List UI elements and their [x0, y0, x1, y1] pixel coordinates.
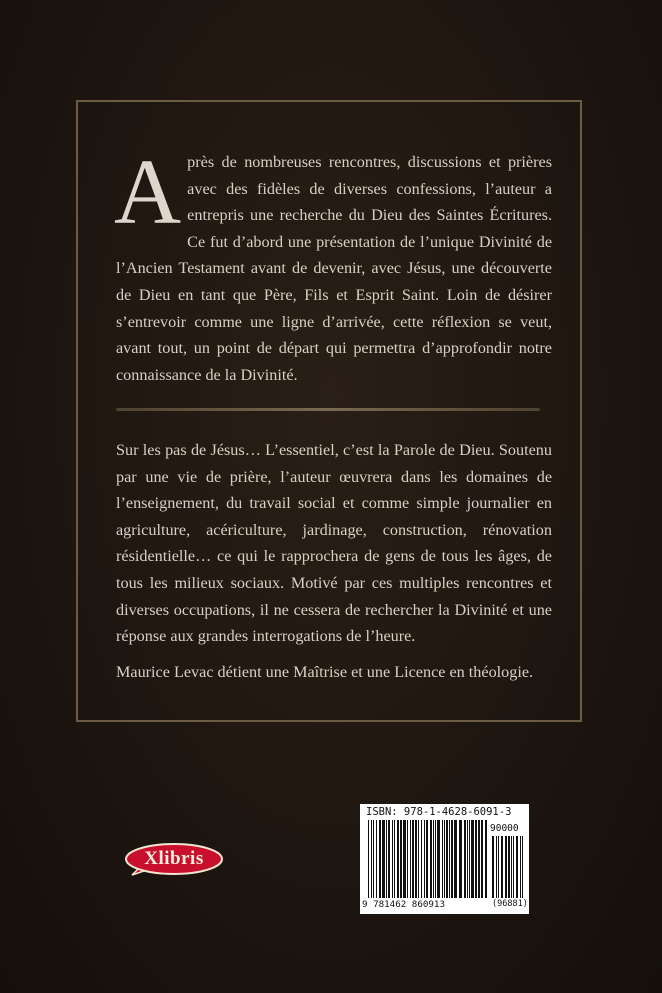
ornamental-divider — [116, 408, 540, 411]
intro-paragraph — [114, 141, 552, 388]
drop-cap-letter: A — [114, 141, 182, 244]
barcode-bars — [360, 804, 529, 914]
publisher-name: Xlibris — [144, 848, 204, 869]
isbn-label: ISBN: 978-1-4628-6091-3 — [366, 806, 512, 818]
publisher-logo — [124, 841, 224, 877]
isbn-barcode — [360, 804, 529, 914]
barcode-addon: (96881) — [492, 899, 528, 909]
barcode-digits: 9 781462 860913 — [362, 899, 445, 910]
intro-paragraph-text: près de nombreuses rencontres, discussions et prières avec des fidèles de diverses confessions, l’auteur a entrepris une recherche du Dieu des Saintes Écritures. Ce fut d’abord une présentation de l’unique Divinité de l’Ancien Testament avant de devenir, avec Jésus, une découverte de Dieu en tant que Père, Fils et Esprit Saint. Loin de désirer s’entrevoir comme une ligne d’arrivée, cette réflexion se veut, avant tout, un point de départ qui permettra d’approfondir notre connaissance de la Divinité. — [116, 153, 552, 384]
credentials-paragraph: Maurice Levac détient une Maîtrise et une Licence en théologie. — [116, 663, 534, 681]
biography-paragraph: Sur les pas de Jésus… L’essentiel, c’est la Parole de Dieu. Soutenu par une vie de prière, l’auteur œuvrera dans les domaines de l’enseignement, du travail social et comme simple journalier en agriculture, acériculture, jardinage, construction, rénovation résidentielle… ce qui le rapprochera de gens de tous les âges, de tous les milieux sociaux. Motivé par ces multiples rencontres et diverses occupations, il ne cessera de rechercher la Divinité et une réponse aux grandes interrogations de l’heure. — [116, 441, 552, 646]
price-code: 90000 — [490, 823, 519, 834]
